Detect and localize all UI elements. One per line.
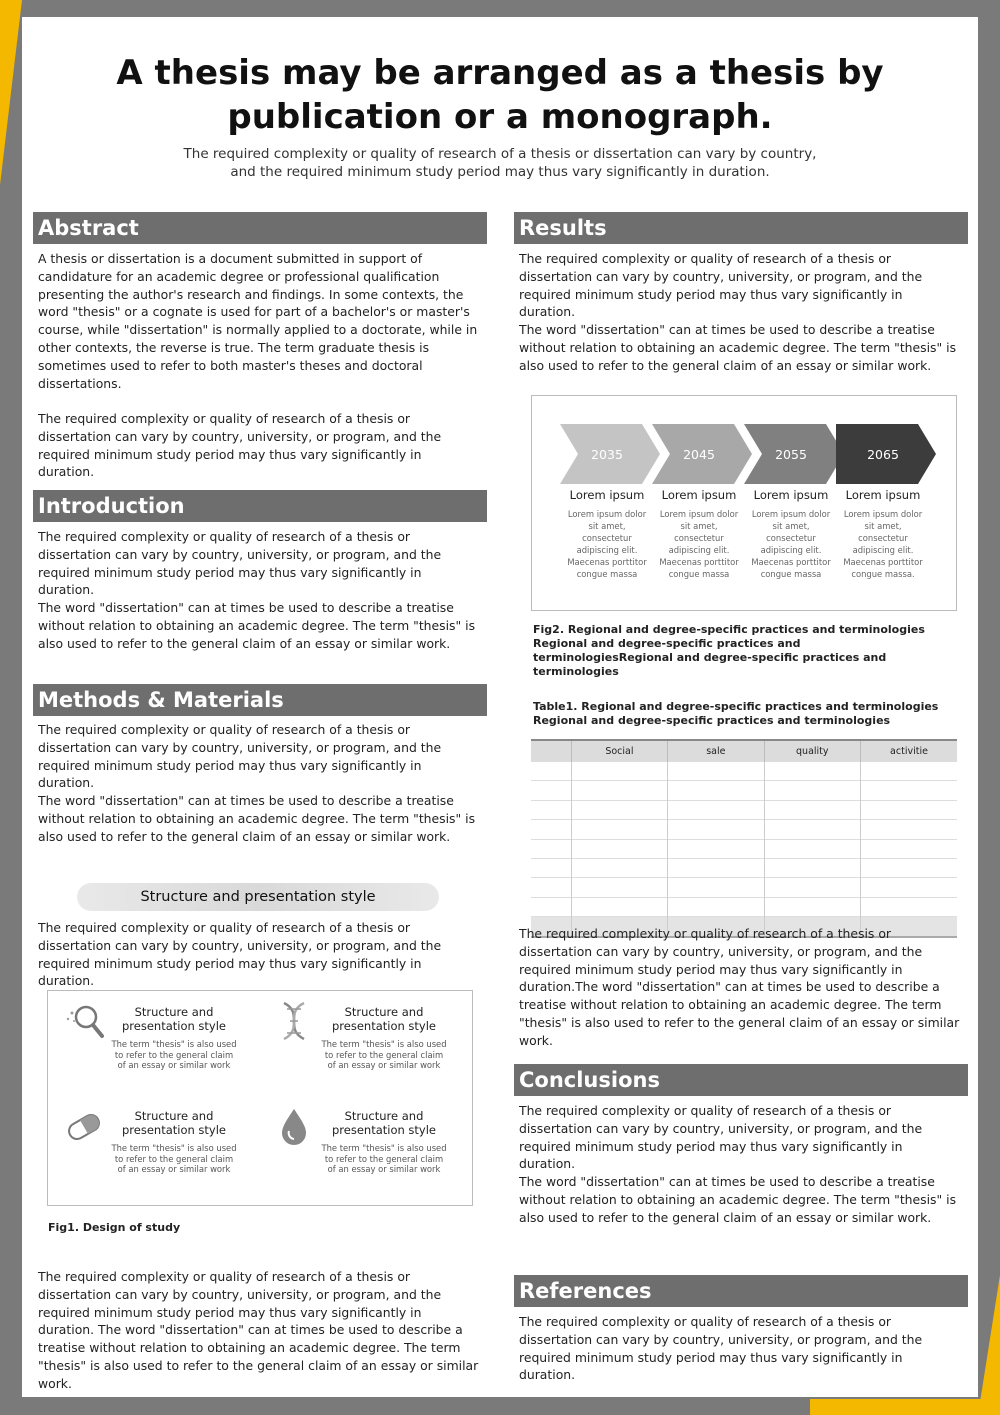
conclusions-paragraph-1: The required complexity or quality of research of a thesis or dissertation can vary by country, university, or program, and the required minimum study period may thus vary significantly in duration. xyxy=(519,1103,923,1172)
results-paragraph-1: The required complexity or quality of research of a thesis or dissertation can vary by country, university, or program, and the required minimum study period may thus vary significantly in duration. xyxy=(519,251,923,320)
timeline-text: Lorem ipsum dolor sit amet, consectetur adipiscing elit. Maecenas porttitor congue massa xyxy=(567,509,647,579)
timeline-label: Lorem ipsum xyxy=(661,488,737,502)
fig1-item-heading: Structure and presentation style xyxy=(121,1109,227,1137)
results-paragraph-2: The word "dissertation" can at times be used to describe a treatise without relation to obtaining an academic degree. The term "thesis" is also used to refer to the general claim of an essay or similar work. xyxy=(519,322,957,373)
fig1-item-text: The term "thesis" is also used to refer to the general claim of an essay or similar work xyxy=(321,1039,447,1070)
abstract-paragraph-2: The required complexity or quality of research of a thesis or dissertation can vary by country, university, or program, and the required minimum study period may thus vary significantly in duration. xyxy=(38,411,442,480)
poster-sheet xyxy=(22,17,978,1397)
timeline-label: Lorem ipsum xyxy=(845,488,921,502)
results-paragraph-3: The required complexity or quality of research of a thesis or dissertation can vary by country, university, or program, and the required minimum study period may thus vary significantly in duration.The word "dissertation" can at times be used to describe a treatise without relation to obtaining an academic degree. The term "thesis" is also used to refer to the general claim of an essay or similar work. xyxy=(519,926,960,1048)
fig1-item xyxy=(258,991,468,1081)
accent-corner-bottom-right xyxy=(978,1275,1000,1415)
conclusions-heading: Conclusions xyxy=(514,1064,968,1096)
methods-paragraph-4: The required complexity or quality of research of a thesis or dissertation can vary by country, university, or program, and the required minimum study period may thus vary significantly in duration. The word "dissertation" can at times be used to describe a treatise without relation to obtaining an academic degree. The term "thesis" is also used to refer to the general claim of an essay or similar work. xyxy=(38,1269,479,1391)
fig1-item xyxy=(258,1095,468,1185)
accent-strip-bottom-right xyxy=(810,1399,1000,1415)
table-header-cell: sale xyxy=(668,740,764,762)
capsule-icon xyxy=(62,1103,106,1147)
table-header-cell: activitie xyxy=(861,740,958,762)
figure-2 xyxy=(531,395,957,611)
references-paragraph-1: The required complexity or quality of research of a thesis or dissertation can vary by country, university, or program, and the required minimum study period may thus vary significantly in duration. xyxy=(519,1314,923,1383)
magnifier-icon xyxy=(62,999,106,1043)
dna-icon xyxy=(272,999,316,1043)
results-heading: Results xyxy=(514,212,968,244)
poster-title: A thesis may be arranged as a thesis by publication or a monograph. xyxy=(116,53,884,137)
timeline-year: 2045 xyxy=(683,447,715,462)
timeline-label: Lorem ipsum xyxy=(753,488,829,502)
introduction-paragraph-2: The word "dissertation" can at times be used to describe a treatise without relation to obtaining an academic degree. The term "thesis" is also used to refer to the general claim of an essay or similar work. xyxy=(38,600,476,651)
table-1 xyxy=(531,739,957,938)
introduction-paragraph-1: The required complexity or quality of research of a thesis or dissertation can vary by country, university, or program, and the required minimum study period may thus vary significantly in duration. xyxy=(38,529,442,598)
timeline-arrows xyxy=(532,414,956,494)
methods-paragraph-3: The required complexity or quality of research of a thesis or dissertation can vary by country, university, or program, and the required minimum study period may thus vary significantly in duration. xyxy=(38,920,442,989)
fig1-item-text: The term "thesis" is also used to refer to the general claim of an essay or similar work xyxy=(111,1039,237,1070)
timeline-label: Lorem ipsum xyxy=(569,488,645,502)
fig1-item xyxy=(48,1095,258,1185)
table-row xyxy=(531,800,957,819)
references-heading: References xyxy=(514,1275,968,1307)
accent-corner-top-left xyxy=(0,0,22,185)
table-row xyxy=(531,762,957,781)
methods-heading: Methods & Materials xyxy=(33,684,487,716)
timeline-text: Lorem ipsum dolor sit amet, consectetur adipiscing elit. Maecenas porttitor congue massa. xyxy=(843,509,923,579)
fig1-item-heading: Structure and presentation style xyxy=(331,1109,437,1137)
methods-paragraph-1: The required complexity or quality of research of a thesis or dissertation can vary by country, university, or program, and the required minimum study period may thus vary significantly in duration. xyxy=(38,722,442,791)
abstract-paragraph-1: A thesis or dissertation is a document submitted in support of candidature for an academic degree or professional qualification presenting the author's research and findings. In some contexts, the word "thesis" or a cognate is used for part of a bachelor's or master's course, while "dissertation" is normally applied to a doctorate, while in other contexts, the reverse is true. The term graduate thesis is sometimes used to refer to both master's theses and doctoral dissertations. xyxy=(38,251,478,391)
subtitle-line-1: The required complexity or quality of research of a thesis or dissertation can vary by country, xyxy=(183,146,817,162)
table-header-cell: Social xyxy=(571,740,667,762)
fig1-item-heading: Structure and presentation style xyxy=(121,1005,227,1033)
fig1-item-text: The term "thesis" is also used to refer to the general claim of an essay or similar work xyxy=(321,1143,447,1174)
structure-pill: Structure and presentation style xyxy=(77,883,439,911)
table-1-caption: Table1. Regional and degree-specific practices and terminologies Regional and degree-specific practices and terminologies xyxy=(533,700,939,727)
fig1-item-heading: Structure and presentation style xyxy=(331,1005,437,1033)
table-row xyxy=(531,820,957,839)
table-header-cell: quality xyxy=(764,740,860,762)
drop-icon xyxy=(272,1103,316,1147)
fig1-item xyxy=(48,991,258,1081)
poster-subtitle xyxy=(82,145,918,181)
fig1-item-text: The term "thesis" is also used to refer to the general claim of an essay or similar work xyxy=(111,1143,237,1174)
abstract-heading: Abstract xyxy=(33,212,487,244)
table-header-row xyxy=(531,740,957,762)
figure-1-caption: Fig1. Design of study xyxy=(48,1221,181,1234)
table-row xyxy=(531,839,957,858)
table-row xyxy=(531,858,957,877)
timeline-year: 2055 xyxy=(775,447,807,462)
table-row xyxy=(531,781,957,800)
figure-2-caption: Fig2. Regional and degree-specific practices and terminologies Regional and degree-specific practices and terminologiesRegional and degree-specific practices and terminologies xyxy=(533,623,925,678)
table-header-cell xyxy=(531,740,571,762)
introduction-heading: Introduction xyxy=(33,490,487,522)
table-row xyxy=(531,878,957,897)
timeline-text: Lorem ipsum dolor sit amet, consectetur adipiscing elit. Maecenas porttitor congue massa xyxy=(751,509,831,579)
timeline-text: Lorem ipsum dolor sit amet, consectetur adipiscing elit. Maecenas porttitor congue massa xyxy=(659,509,739,579)
timeline-year: 2065 xyxy=(867,447,899,462)
timeline-year: 2035 xyxy=(591,447,623,462)
methods-paragraph-2: The word "dissertation" can at times be used to describe a treatise without relation to obtaining an academic degree. The term "thesis" is also used to refer to the general claim of an essay or similar work. xyxy=(38,793,476,844)
subtitle-line-2: and the required minimum study period may thus vary significantly in duration. xyxy=(230,164,770,180)
figure-1 xyxy=(47,990,473,1206)
table-row xyxy=(531,897,957,916)
conclusions-paragraph-2: The word "dissertation" can at times be used to describe a treatise without relation to obtaining an academic degree. The term "thesis" is also used to refer to the general claim of an essay or similar work. xyxy=(519,1174,957,1225)
